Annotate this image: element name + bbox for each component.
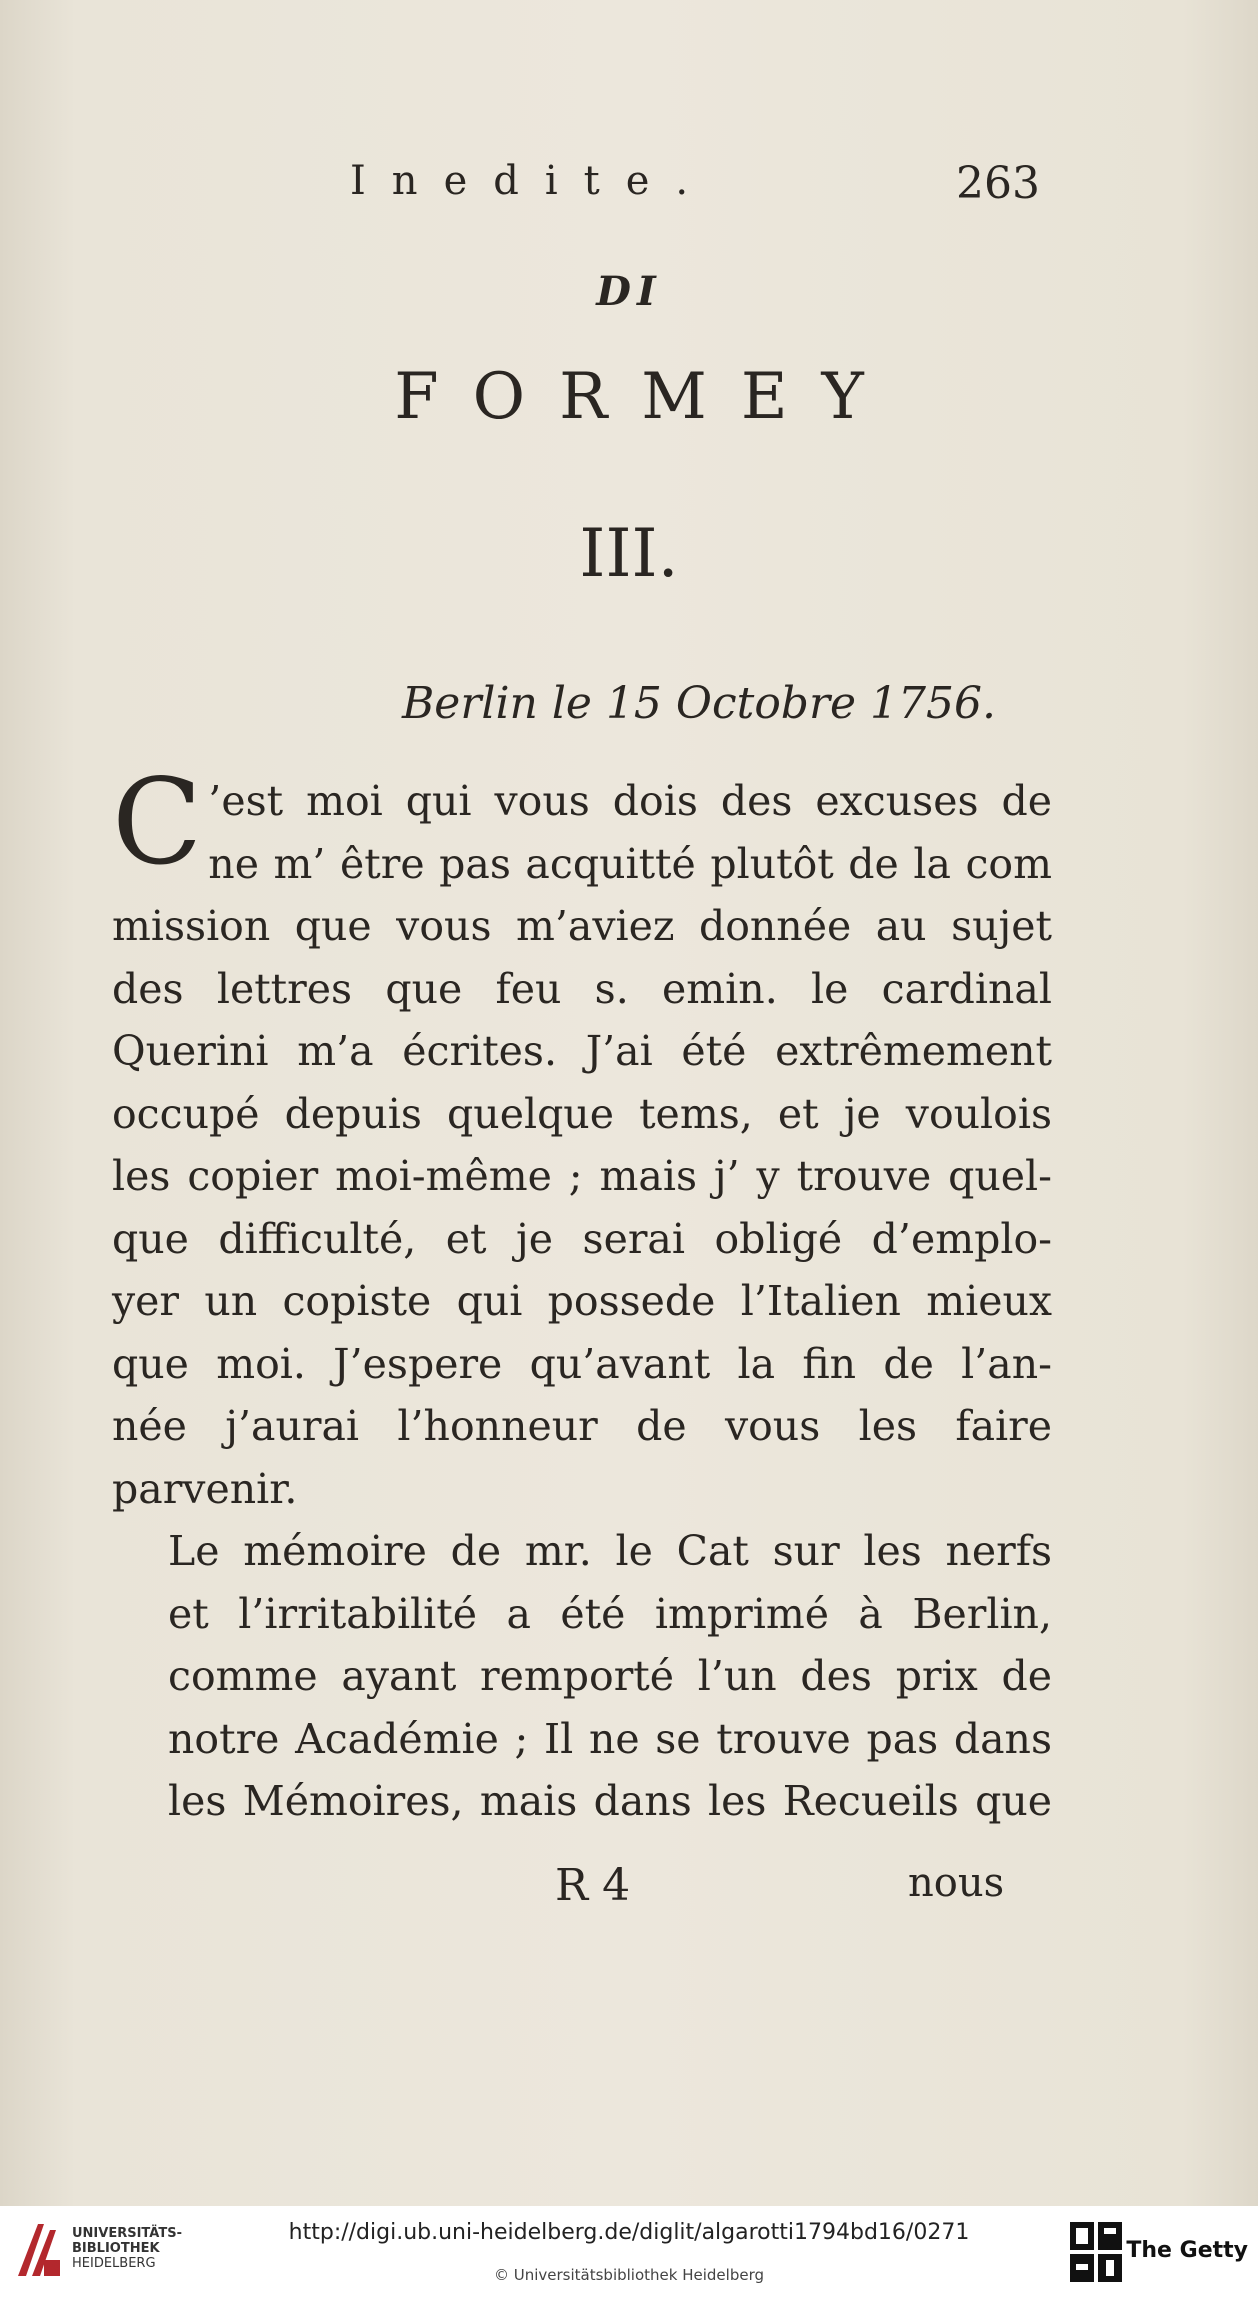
paragraph-2: [112, 1520, 1052, 1833]
copyright-notice: © Universitätsbibliothek Heidelberg: [493, 2266, 764, 2284]
title-name: FORMEY: [394, 360, 898, 434]
library-name-line: HEIDELBERG: [72, 2256, 156, 2271]
text-line: née j’aurai l’honneur de vous les faire: [112, 1402, 1052, 1450]
text-line: les copier moi-même ; mais j’ y trouve quel-: [112, 1152, 1052, 1200]
text-line: notre Académie ; Il ne se trouve pas dans: [168, 1714, 1052, 1763]
viewer-footer: [0, 2206, 1258, 2298]
text-line: les Mémoires, mais dans les Recueils que: [168, 1777, 1052, 1825]
text-line: que moi. J’espere qu’avant la fin de l’an-: [112, 1339, 1052, 1388]
page-foot: [0, 1860, 1258, 1920]
page-header: [350, 158, 1040, 218]
page-number: 263: [956, 158, 1040, 209]
text-line: ’est moi qui vous dois des excuses de: [208, 777, 1052, 825]
title-di: DI: [596, 268, 662, 315]
catchword: nous: [908, 1860, 1005, 1906]
getty-logo[interactable]: [1068, 2220, 1248, 2284]
partner-name: The Getty: [1126, 2238, 1248, 2263]
text-line: Querini m’a écrites. J’ai été extrêmement: [112, 1027, 1052, 1075]
signature-mark: R 4: [555, 1860, 631, 1911]
paragraph-1: [112, 753, 1052, 1520]
getty-icon: [1068, 2220, 1124, 2284]
library-name-line: UNIVERSITÄTS-: [72, 2226, 182, 2241]
drop-cap: C: [112, 753, 203, 891]
library-name-line: BIBLIOTHEK: [72, 2241, 160, 2256]
text-line: parvenir.: [112, 1464, 298, 1513]
running-head: Inedite.: [350, 158, 715, 204]
text-line: mission que vous m’aviez donnée au sujet: [112, 902, 1052, 950]
text-line: yer un copiste qui possede l’Italien mieux: [112, 1277, 1052, 1325]
letter-number: III.: [579, 515, 679, 592]
dateline: Berlin le 15 Octobre 1756.: [401, 678, 996, 729]
text-line: et l’irritabilité a été imprimé à Berlin,: [168, 1589, 1052, 1638]
text-line: que difficulté, et je serai obligé d’emplo-: [112, 1214, 1052, 1263]
text-line: Le mémoire de mr. le Cat sur les nerfs: [168, 1527, 1052, 1575]
text-line: ne m’ être pas acquitté plutôt de la com: [208, 839, 1052, 888]
text-line: des lettres que feu s. emin. le cardinal: [112, 964, 1052, 1013]
text-line: comme ayant remporté l’un des prix de: [168, 1652, 1052, 1700]
permalink-url[interactable]: http://digi.ub.uni-heidelberg.de/diglit/algarotti1794bd16/0271: [288, 2220, 970, 2245]
text-line: occupé depuis quelque tems, et je voulois: [112, 1089, 1052, 1138]
letter-body: [112, 753, 1052, 1833]
